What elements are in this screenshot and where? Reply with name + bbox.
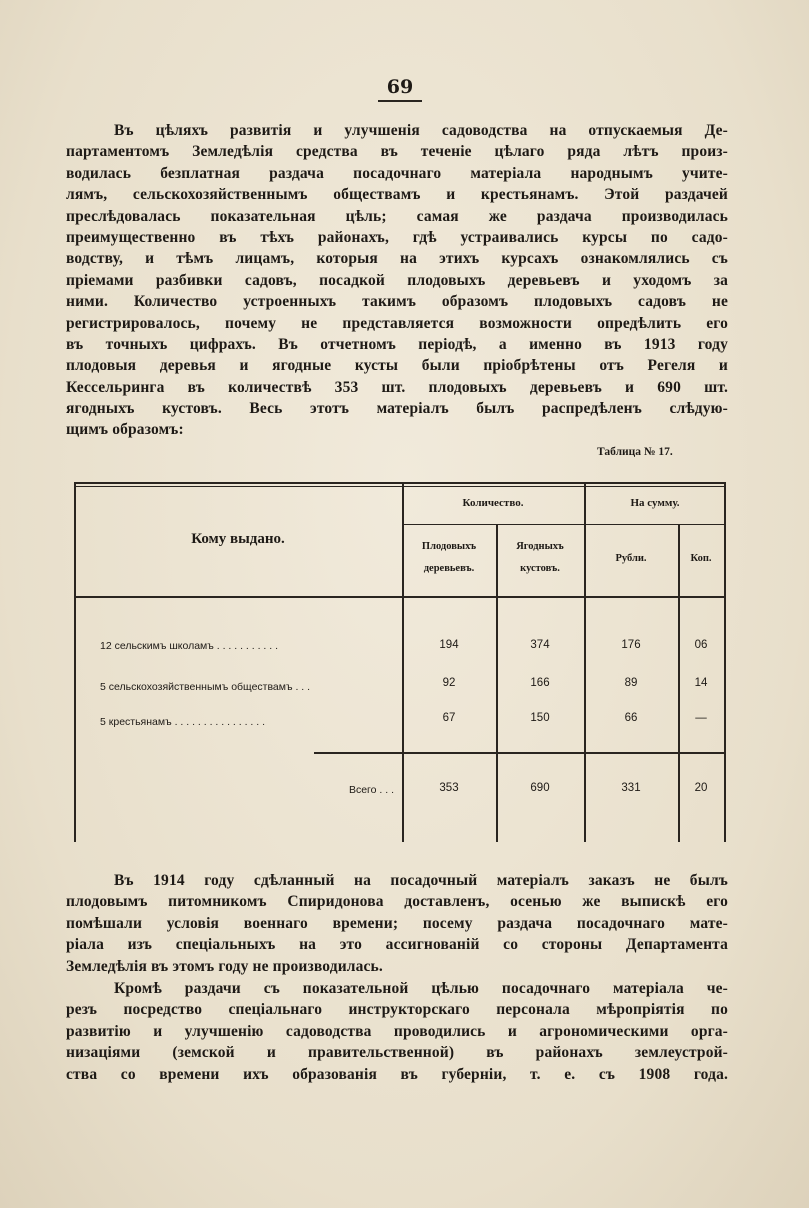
total-trees: 353 [439,782,459,794]
cell-rubles: 89 [624,677,638,689]
text-line: ними. Количество устроенныхъ такимъ образомъ плодовыхъ садовъ не [66,293,728,311]
paragraph-intro [66,120,728,441]
text-line: въ точныхъ цифрахъ. Въ отчетномъ періодѣ, а именно въ 1913 году [66,335,728,353]
subheader-rubles: Рубли. [615,553,647,564]
page-number: 69 [378,76,422,102]
table-row-label: 5 крестьянамъ . . . . . . . . . . . . . . . . [100,716,266,728]
text-line: партаментомъ Земледѣлія средства въ теченіе цѣлаго ряда лѣтъ произ- [66,143,728,161]
text-line: Кромѣ раздачи съ показательной цѣлью посадочнаго матеріала че- [114,980,728,997]
text-line: ягодныхъ кустовъ. Весь этотъ матеріалъ былъ распредѣленъ слѣдую- [66,400,728,418]
subheader-trees-line2: деревьевъ. [423,563,475,574]
subheader-bushes-line1: Ягодныхъ [516,541,564,552]
text-line: преимущественно въ тѣхъ районахъ, гдѣ устраивались курсы по садо- [66,228,728,246]
table-top-rule [74,482,726,484]
text-line: водству, и тѣмъ лицамъ, которыя на этихъ курсахъ ознакомлялись съ [66,250,728,268]
text-line: резъ посредство спеціальнаго инструкторскаго персонала мѣропріятія по [66,1001,728,1019]
subheader-bushes-line2: кустовъ. [520,563,560,574]
text-line: водилась безплатная раздача посадочнаго матеріала народнымъ учите- [66,164,728,182]
total-rubles: 331 [621,782,641,794]
subheader-trees-line1: Плодовыхъ [421,541,477,552]
table-top-rule [74,486,726,487]
text-line: плодовыя деревья и ягодные кусты были пріобрѣтены отъ Регеля и [66,357,728,375]
table-row-label: 5 сельскохозяйственнымъ обществамъ . . . [100,681,311,693]
cell-rubles: 66 [624,712,638,724]
total-bushes: 690 [530,782,550,794]
text-line: лямъ, сельскохозяйственнымъ обществамъ и крестьянамъ. Этой раздачей [66,186,728,204]
cell-bushes: 166 [530,677,550,689]
cell-bushes: 374 [530,639,550,651]
total-kopecks: 20 [694,782,708,794]
subheader-bushes [496,536,584,580]
subheader-kopecks: Коп. [690,553,712,564]
text-line: помѣшали условія военнаго времени; посему раздача посадочнаго мате- [66,914,728,932]
cell-kopecks: 06 [694,639,708,651]
text-line: ріала изъ спеціальныхъ на это ассигнованій со стороны Департамента [66,936,728,954]
total-rule [314,752,726,754]
subheader-trees [402,536,496,580]
text-line: Въ цѣляхъ развитія и улучшенія садоводства на отпускаемыя Де- [114,122,728,139]
paragraph-1914 [66,870,728,977]
cell-bushes: 150 [530,712,550,724]
header-bottom-rule [74,596,726,598]
header-recipient: Кому выдано. [191,531,285,547]
text-line: регистрировалось, почему не представляется возможности опредѣлить его [66,314,728,332]
text-line: Въ 1914 году сдѣланный на посадочный матеріалъ заказъ не былъ [114,872,728,889]
text-line: развитію и улучшенію садоводства проводились и агрономическими орга- [66,1022,728,1040]
table-border-right [724,482,726,842]
header-sum: На сумму. [630,497,680,509]
text-line: щимъ образомъ: [66,421,184,439]
paragraph-agronomic [66,978,728,1085]
distribution-table [74,482,726,842]
text-line: низаціями (земской и правительственной) въ районахъ землеустрой- [66,1044,728,1062]
cell-trees: 67 [442,712,456,724]
text-line: Кессельринга въ количествѣ 353 шт. плодовыхъ деревьевъ и 690 шт. [66,378,728,396]
cell-trees: 194 [439,639,459,651]
table-row-label: 12 сельскимъ школамъ . . . . . . . . . . . [100,640,279,652]
cell-rubles: 176 [621,639,641,651]
text-line: пріемами разбивки садовъ, посадкой плодовыхъ деревьевъ и уходомъ за [66,271,728,289]
text-line: ства со времени ихъ образованія въ губерніи, т. е. съ 1908 года. [66,1065,728,1083]
cell-trees: 92 [442,677,456,689]
subheader-rule [402,524,724,525]
total-label: Всего . . . [348,784,394,796]
cell-kopecks: 14 [694,677,708,689]
text-line: преслѣдовалась показательная цѣль; самая же раздача производилась [66,207,728,225]
table-caption: Таблица № 17. [597,446,673,458]
header-quantity: Количество. [462,497,524,509]
text-line: Земледѣлія въ этомъ году не производилась. [66,957,383,975]
cell-kopecks: — [695,712,707,724]
text-line: плодовымъ питомникомъ Спиридонова доставленъ, осенью же выпискѣ его [66,893,728,911]
